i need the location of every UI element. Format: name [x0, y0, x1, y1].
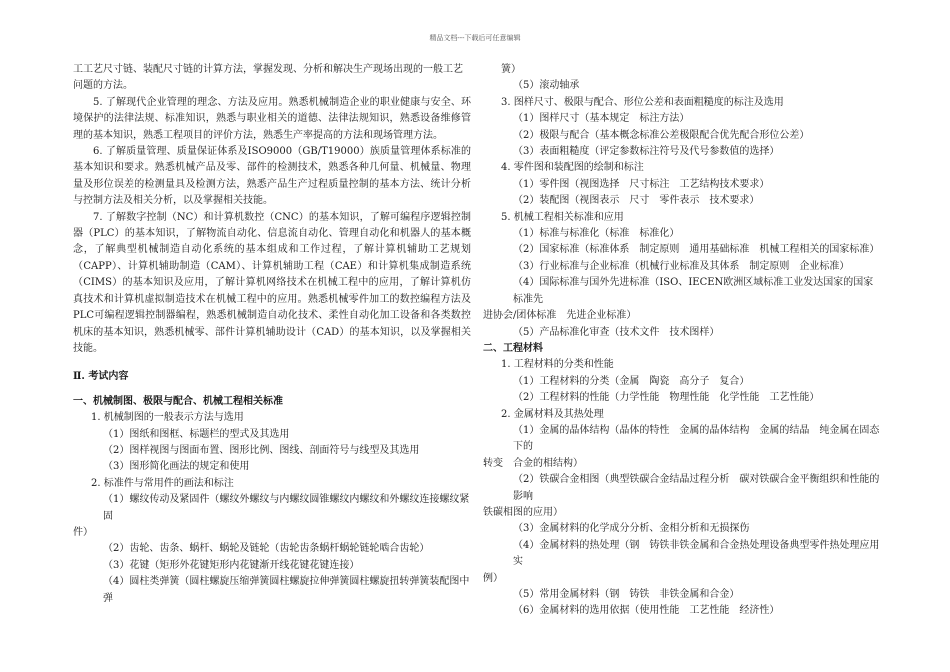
paragraph-6: 6. 了解质量管理、质量保证体系及ISO9000（GB/T19000）族质量管理体系标准的基本知识和要求。熟悉机械产品及零、部件的检测技术，熟悉各种几何量、机械量、物理量及形位误差的检测量具及检测方法，熟悉产品生产过程质量控制的基本方法、统计分析与控制方法及相关分析，以及掌握相关技能。 — [73, 146, 471, 207]
list-item: （3）行业标准与企业标准（机械行业标准及其体系 制定原则 企业标准） — [513, 260, 850, 272]
list-item: （5）产品标准化审查（技术文件 技术图样） — [513, 326, 720, 338]
paragraph-7: 7. 了解数字控制（NC）和计算机数控（CNC）的基本知识，了解可编程序逻辑控制器（PLC）的基本知识，了解物流自动化、信息流自动化、管理自动化和机器人的基本概念，了解典型机械制造自动化系统的基本组成和工作过程，了解计算机辅助工艺规划（CAPP）、计算机辅助制造（CAM）、计算机辅助工程（CAE）和计算机集成制造系统（CIMS）的基本知识及应用，了解计算机网络技术在机械工程中的应用，了解计算机仿真技术和计算机虚拟制造技术在机械工程中的应用。熟悉机械零件加工的数控编程方法及PLC可编程逻辑控制器编程，熟悉机械制造自动化技术、柔性自动化加工设备和各类数控机床的基本知识，熟悉机械零、部件计算机辅助设计（CAD）的基本知识，以及掌握相关技能。 — [73, 211, 471, 354]
paragraph-5: 5. 了解现代企业管理的理念、方法及应用。熟悉机械制造企业的职业健康与安全、环境保护的法律法规、标准知识，熟悉与职业相关的道德、法律法规知识，熟悉设备维修管理的基本知识，熟悉工程项目的评价方法，熟悉生产率提高的方法和现场管理方法。 — [73, 96, 471, 141]
list-item: （3）花键（矩形外花键矩形内花键渐开线花键花键连接） — [103, 559, 360, 571]
list-item: （4）金属材料的热处理（钢 铸铁非铁金属和合金热处理设备典型零件热处理应用实 — [513, 539, 880, 568]
heading-engineering-materials: 二、工程材料 — [483, 342, 543, 354]
list-item: （5）滚动轴承 — [513, 80, 580, 92]
list-item: 1. 工程材料的分类和性能 — [501, 359, 614, 371]
list-item: （2）工程材料的性能（力学性能 物理性能 化学性能 工艺性能） — [513, 392, 820, 404]
paragraph-intro: 工工艺尺寸链、装配尺寸链的计算方法，掌握发现、分析和解决生产现场出现的一般工艺问题的方法。 — [73, 64, 463, 92]
list-item: （1）工程材料的分类（金属 陶瓷 高分子 复合） — [513, 375, 750, 387]
right-column — [483, 62, 881, 620]
list-item: （3）图形简化画法的规定和使用 — [103, 461, 250, 473]
list-item: （2）装配图（视图表示 尺寸 零件表示 技术要求） — [513, 195, 760, 207]
list-item: （2）齿轮、齿条、蜗杆、蜗轮及链轮（齿轮齿条蜗杆蜗轮链轮啮合齿轮） — [103, 543, 430, 555]
left-column — [73, 62, 471, 607]
list-item-continued: 簧） — [501, 64, 521, 75]
list-item: （2）国家标准（标准体系 制定原则 通用基础标准 机械工程相关的国家标准） — [513, 244, 880, 256]
list-item: （2）铁碳合金相图（典型铁碳合金结晶过程分析 碳对铁碳合金平衡组织和性能的影响 — [513, 474, 880, 502]
list-item: （1）金属的晶体结构（晶体的特性 金属的晶体结构 金属的结晶 纯金属在固态下的 — [513, 424, 880, 453]
list-item: （1）螺纹传动及紧固件（螺纹外螺纹与内螺纹圆锥螺纹内螺纹和外螺纹连接螺纹紧固 — [103, 494, 470, 522]
list-item: （4）国际标准与国外先进标准（ISO、IECEN欧洲区域标准工业发达国家的国家标准先 — [513, 277, 874, 305]
list-item: （5）常用金属材料（钢 铸铁 非铁金属和合金） — [513, 589, 740, 600]
list-item-continued: 例） — [483, 572, 503, 584]
list-item: （1）零件图（视图选择 尺寸标注 工艺结构技术要求） — [513, 178, 770, 190]
list-item-continued: 件） — [73, 526, 93, 538]
list-item: 2. 标准件与常用件的画法和标注 — [91, 477, 234, 489]
list-item: （3）表面粗糙度（评定参数标注符号及代号参数值的选择） — [513, 146, 780, 158]
heading-drawing-standards: 一、机械制图、极限与配合、机械工程相关标准 — [73, 395, 283, 407]
page-header: 精品文档---下载后可任意编辑 — [429, 34, 521, 42]
list-item: （4）圆柱类弹簧（圆柱螺旋压缩弹簧圆柱螺旋拉伸弹簧圆柱螺旋扭转弹簧装配图中弹 — [103, 576, 470, 604]
list-item-continued: 转变 合金的相结构） — [483, 457, 583, 469]
list-item: （1）图纸和图框、标题栏的型式及其选用 — [103, 428, 290, 440]
list-item: （2）极限与配合（基本概念标准公差极限配合优先配合形位公差） — [513, 129, 810, 141]
list-item-continued: 铁碳相图的应用） — [483, 506, 563, 518]
list-item: （3）金属材料的化学成分分析、金相分析和无损探伤 — [513, 523, 750, 535]
list-item: （1）图样尺寸（基本规定 标注方法） — [513, 113, 690, 125]
list-item-continued: 进协会/团体标准 先进企业标准） — [483, 310, 637, 322]
list-item: 4. 零件图和装配图的绘制和标注 — [501, 162, 644, 174]
list-item: 2. 金属材料及其热处理 — [501, 408, 604, 420]
list-item: 1. 机械制图的一般表示方法与选用 — [91, 412, 244, 424]
list-item: （1）标准与标准化（标准 标准化） — [513, 228, 680, 240]
list-item: （2）图样视图与图面布置、图形比例、图线、剖面符号与线型及其选用 — [103, 444, 420, 456]
section-heading-exam-content: Ⅱ. 考试内容 — [73, 371, 129, 383]
list-item: 5. 机械工程相关标准和应用 — [501, 211, 624, 223]
list-item: 3. 图样尺寸、极限与配合、形位公差和表面粗糙度的标注及选用 — [501, 96, 784, 108]
list-item: （6）金属材料的选用依据（使用性能 工艺性能 经济性） — [513, 605, 780, 617]
